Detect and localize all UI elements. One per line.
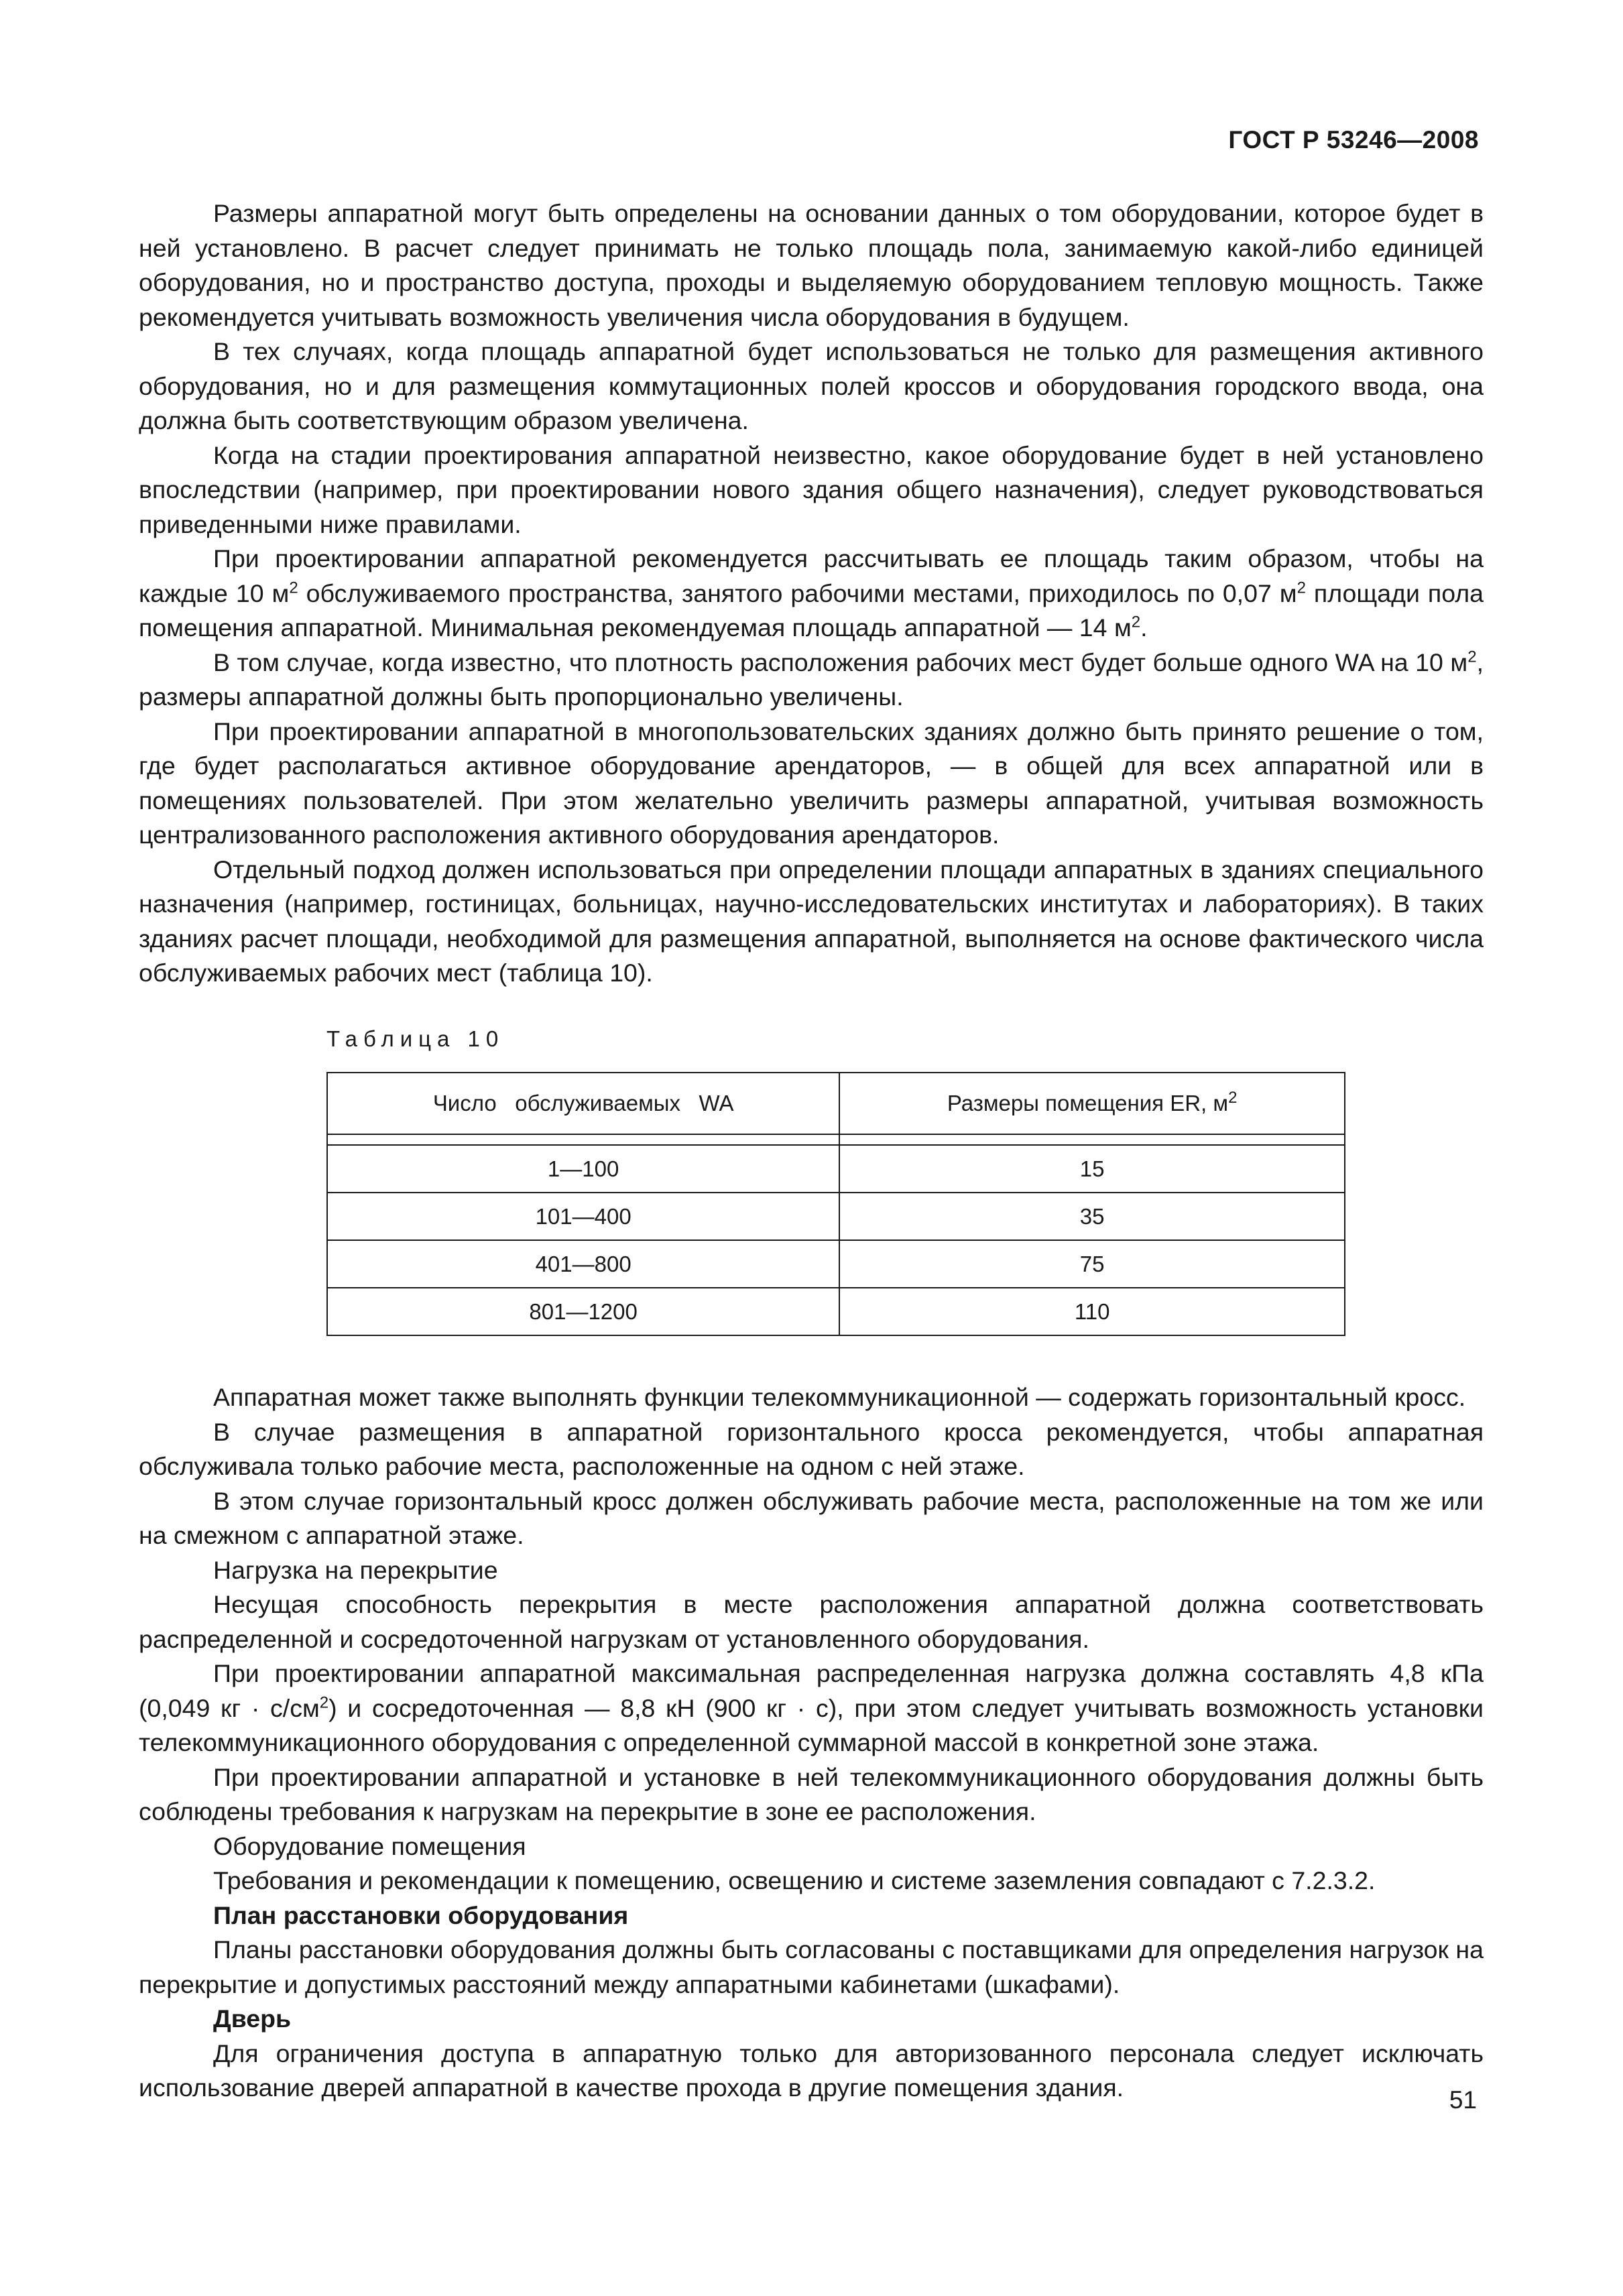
subheading-room-equipment: Оборудование помещения — [213, 1831, 526, 1860]
paragraph-load-values: При проектировании аппаратной максимальная распределенная нагрузка должна составлять 4,8 кПа (0,049 кг · $с/см^2$) и сосредоточенная — 8,8 кН (900 кг · с), при этом следует учитывать возможность установки телекоммуникационного оборудования с определенной суммарной массой в конкретной зоне этажа. — [139, 1659, 1484, 1756]
er-size-table — [326, 1072, 1345, 1336]
subheading-floor-load: Нагрузка на перекрытие — [213, 1555, 498, 1584]
paragraph: Для ограничения доступа в аппаратную только для авторизованного персонала следует исключать использование дверей аппаратной в качестве прохода в другие помещения здания. — [139, 2039, 1484, 2102]
cell-range: 1—100 — [327, 1145, 839, 1193]
paragraph: Аппаратная может также выполнять функции телекоммуникационной — содержать горизонтальный кросс. — [213, 1383, 1466, 1411]
paragraph-area-norm: При проектировании аппаратной рекомендуется рассчитывать ее площадь таким образом, чтобы на каждые 10 $м^2$ обслуживаемого пространства, занятого рабочими местами, приходилось по 0,07 $м^2$ площади пола помещения аппаратной. Минимальная рекомендуемая площадь аппаратной — 14 $м^2$. — [139, 544, 1484, 642]
paragraph: Отдельный подход должен использоваться при определении площади аппаратных в зданиях специального назначения (например, гостиницах, больницах, научно-исследовательских институтах и лабораториях). В таких зданиях расчет площади, необходимой для размещения аппаратной, выполняется на основе фактического числа обслуживаемых рабочих мест (таблица 10). — [139, 855, 1484, 987]
cell-size: 75 — [839, 1240, 1345, 1288]
table-row — [327, 1288, 1345, 1335]
cell-size: 110 — [839, 1288, 1345, 1335]
paragraph: При проектировании аппаратной и установке в ней телекоммуникационного оборудования должны быть соблюдены требования к нагрузкам на перекрытие в зоне ее расположения. — [139, 1762, 1484, 1825]
paragraph: Несущая способность перекрытия в месте расположения аппаратной должна соответствовать распределенной и сосредоточенной нагрузкам от установленного оборудования. — [139, 1590, 1484, 1653]
document-body — [139, 196, 1484, 2106]
cell-range: 401—800 — [327, 1240, 839, 1288]
paragraph: Размеры аппаратной могут быть определены на основании данных о том оборудовании, которое будет в ней установлено. В расчет следует принимать не только площадь пола, занимаемую какой-либо единицей оборудования, но и пространство доступа, проходы и выделяемую оборудованием тепловую мощность. Также рекомендуется учитывать возможность увеличения числа оборудования в будущем. — [139, 199, 1484, 331]
table-row — [327, 1193, 1345, 1240]
cell-range: 101—400 — [327, 1193, 839, 1240]
table-row — [327, 1145, 1345, 1193]
cell-size: 15 — [839, 1145, 1345, 1193]
col-header-er-size: Размеры помещения ER, $м^2$ — [839, 1073, 1345, 1134]
table-row — [327, 1240, 1345, 1288]
paragraph-density: В том случае, когда известно, что плотность расположения рабочих мест будет больше одного WA на 10 $м^2$, размеры аппаратной должны быть пропорционально увеличены. — [139, 648, 1484, 711]
table-caption: Таблица 10 — [326, 1026, 505, 1051]
table-separator — [327, 1134, 1345, 1145]
paragraph: При проектировании аппаратной в многопользовательских зданиях должно быть принято решение о том, где будет располагаться активное оборудование арендаторов, — в общей для всех аппаратной или в помещениях пользователей. При этом желательно увеличить размеры аппаратной, учитывая возможность централизованного расположения активного оборудования арендаторов. — [139, 717, 1484, 849]
paragraph: В случае размещения в аппаратной горизонтального кросса рекомендуется, чтобы аппаратная обслуживала только рабочие места, расположенные на одном с ней этаже. — [139, 1417, 1484, 1480]
heading-equipment-plan: План расстановки оборудования — [213, 1900, 629, 1929]
col-header-wa: Число обслуживаемых WA — [327, 1073, 839, 1134]
paragraph: Когда на стадии проектирования аппаратной неизвестно, какое оборудование будет в ней установлено впоследствии (например, при проектировании нового здания общего назначения), следует руководствоваться приведенными ниже правилами. — [139, 440, 1484, 538]
cell-range: 801—1200 — [327, 1288, 839, 1335]
document-header: ГОСТ Р 53246—2008 — [1228, 126, 1479, 154]
paragraph: Планы расстановки оборудования должны быть согласованы с поставщиками для определения нагрузок на перекрытие и допустимых расстояний между аппаратными кабинетами (шкафами). — [139, 1935, 1484, 1998]
text-after-table — [139, 1380, 1484, 2106]
heading-door: Дверь — [213, 2004, 292, 2033]
paragraph: Требования и рекомендации к помещению, освещению и системе заземления совпадают с 7.2.3.2. — [213, 1866, 1376, 1894]
table-header-row — [327, 1073, 1345, 1134]
cell-size: 35 — [839, 1193, 1345, 1240]
paragraph: В тех случаях, когда площадь аппаратной будет использоваться не только для размещения активного оборудования, но и для размещения коммутационных полей кроссов и оборудования городского ввода, она должна быть соответствующим образом увеличена. — [139, 337, 1484, 434]
page-number: 51 — [1449, 2086, 1477, 2114]
paragraph: В этом случае горизонтальный кросс должен обслуживать рабочие места, расположенные на том же или на смежном с аппаратной этаже. — [139, 1486, 1484, 1549]
